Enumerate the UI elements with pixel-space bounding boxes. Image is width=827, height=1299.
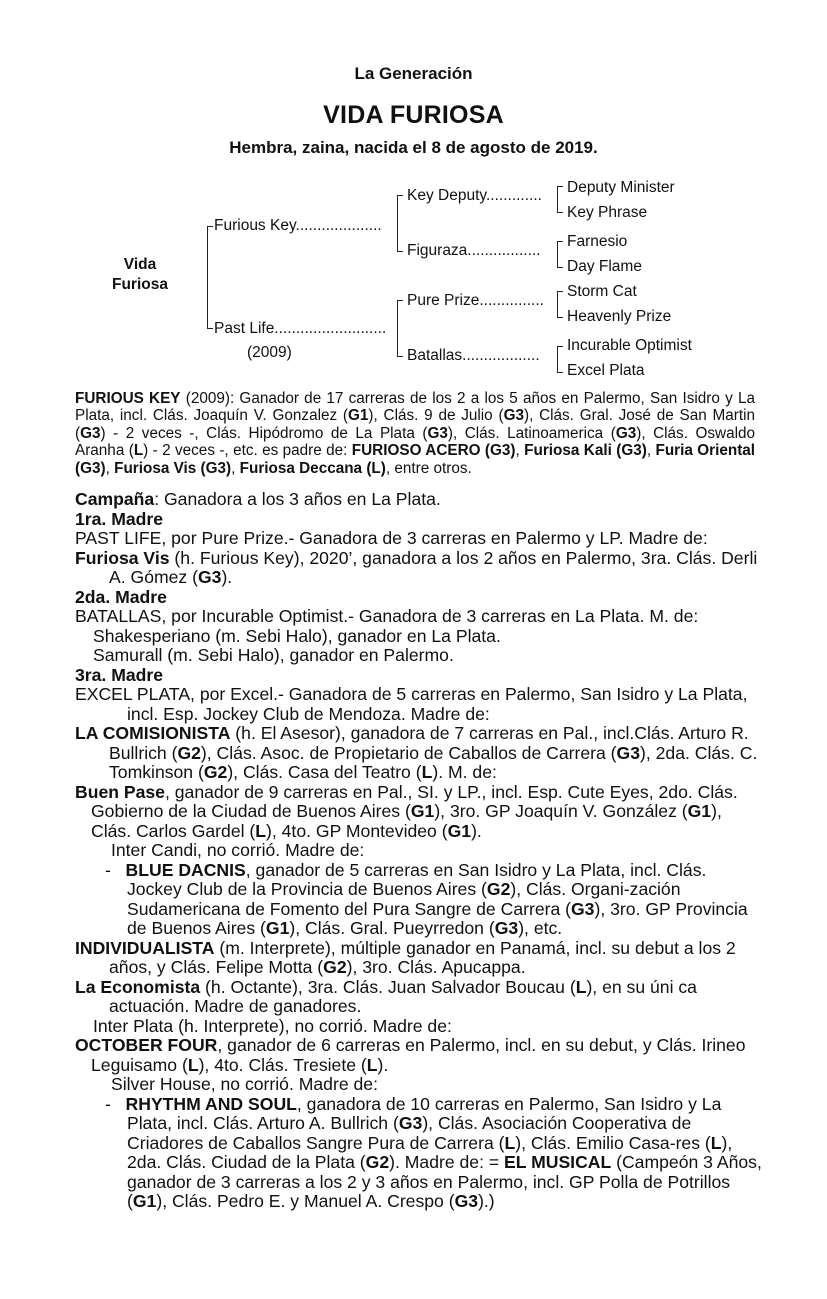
offspring-name: INDIVIDUALISTA: [75, 937, 215, 958]
campaign-line: [75, 490, 765, 510]
text: , ganador de 5 carreras en San Isidro y La Plata, incl. Clás. Jockey Club de la Provincia de Buenos Aires (: [127, 859, 707, 899]
third-dam-heading: 3ra. Madre: [75, 664, 164, 685]
text: ) - 2 veces -, Clás. Hipódromo de La Plata (: [100, 424, 428, 442]
tick: [557, 186, 563, 187]
grade: L: [710, 1132, 722, 1153]
tick: [397, 195, 403, 196]
grade: G3: [398, 1113, 423, 1133]
silver-house-line: Silver House, no corrió. Madre de:: [111, 1074, 378, 1094]
grade: G2: [486, 879, 511, 899]
grade: L: [504, 1132, 516, 1153]
grade: G2: [177, 742, 201, 763]
pedigree-ss: Key Deputy.............: [407, 187, 542, 204]
bracket-sire-side: [397, 195, 398, 251]
pedigree-dam: Past Life..........................: [214, 320, 387, 337]
tick: [557, 372, 563, 373]
first-dam-line: PAST LIFE, por Pure Prize.- Ganadora de 3 carreras en Palermo y LP. Madre de:: [75, 528, 708, 548]
grade: G1: [265, 918, 290, 938]
text: ).: [221, 567, 233, 587]
offspring-name: Buen Pase: [75, 781, 165, 802]
text: ).: [377, 1054, 389, 1075]
campaign-text: : Ganadora a los 3 años en La Plata.: [154, 489, 441, 509]
second-dam-offspring-2: Samurall (m. Sebi Halo), ganador en Palermo.: [93, 645, 454, 665]
dash: -: [105, 1093, 111, 1114]
pedigree-sss: Deputy Minister: [567, 179, 675, 196]
text: ), Clás. 9 de Julio (: [368, 407, 504, 425]
text: (Campeón 3 Años, ganador de 3 carreras a los 2 y 3 años en Palermo, incl. GP Polla de Potrillos (: [127, 1152, 762, 1211]
text: , ganador de 9 carreras en Pal., SI. y LP., incl. Esp. Cute Eyes, 2do. Clás. Gobierno de la Ciudad de Buenos Aires (: [91, 781, 738, 821]
first-dam-heading: 1ra. Madre: [75, 508, 164, 529]
text: ). M. de:: [432, 762, 497, 782]
text: , ganador de 6 carreras en Palermo, incl. en su debut, y Clás. Irineo Leguisamo (: [91, 1035, 746, 1075]
grade: (G3): [611, 442, 647, 460]
inter-plata-line: Inter Plata (h. Interprete), no corrió. Madre de:: [93, 1015, 452, 1036]
campaign-label: Campaña: [75, 489, 155, 509]
horse-description: Hembra, zaina, nacida el 8 de agosto de 2019.: [229, 138, 598, 157]
first-dam-offspring: [75, 549, 765, 588]
second-dam-line: BATALLAS, por Incurable Optimist.- Ganadora de 3 carreras en La Plata. M. de:: [75, 606, 699, 626]
text: , entre otros.: [385, 459, 472, 477]
second-dam-offspring-1: Shakesperiano (m. Sebi Halo), ganador en La Plata.: [93, 625, 501, 646]
text: , ganadora de 10 carreras en Palermo, San Isidro y La Plata, incl. Clás. Arturo A. Bullrich (: [127, 1093, 722, 1133]
grade: L: [187, 1054, 199, 1075]
la-economista-entry: [75, 978, 765, 1017]
text: ), en su úni ca actuación. Madre de ganadores.: [109, 976, 697, 1016]
progeny-name: Furiosa Vis: [114, 459, 197, 477]
bracket-ds: [557, 291, 558, 317]
progeny-name: Furia Oriental: [655, 442, 756, 460]
grade: G3: [503, 407, 524, 425]
grade: L: [133, 442, 144, 460]
offspring-name: OCTOBER FOUR: [75, 1035, 218, 1055]
grade: G3: [197, 567, 222, 587]
pedigree-chart: [0, 0, 827, 400]
grade: G3: [616, 742, 641, 763]
grade: G1: [687, 801, 712, 821]
third-dam-line: EXCEL PLATA, por Excel.- Ganadora de 5 carreras en Palermo, San Isidro y La Plata, incl. Esp. Jockey Club de Mendoza. Madre de:: [75, 684, 748, 724]
bracket-dam-side: [397, 300, 398, 356]
text: ), Clás. Asociación Cooperativa de Criadores de Caballos Sangre Pura de Carrera (: [127, 1113, 692, 1153]
offspring-name: BLUE DACNIS: [125, 859, 246, 880]
text: ,: [231, 459, 240, 477]
second-dam-heading: 2da. Madre: [75, 586, 167, 607]
text: ), Clás. Latinoamerica (: [447, 424, 616, 442]
text: ), Clás. Oswaldo Aranha (: [75, 424, 755, 460]
progeny-name: FURIOSO ACERO: [351, 442, 481, 460]
pedigree-dd: Batallas..................: [407, 347, 540, 364]
tick: [397, 251, 403, 252]
text: ,: [105, 459, 115, 477]
text: ), etc.: [518, 918, 563, 938]
la-comisionista-entry: [75, 724, 765, 783]
text: ), 3ro. Clás. Apucappa.: [346, 957, 526, 977]
text: ).): [478, 1191, 495, 1211]
sire-name: FURIOUS KEY: [75, 390, 181, 407]
blue-dacnis-entry: [75, 861, 765, 939]
offspring-name: Furiosa Vis: [75, 547, 170, 568]
bracket-gen1: [207, 226, 208, 328]
text: ), Clás. Asoc. de Propietario de Caballos de Carrera (: [200, 742, 617, 763]
text: ) - 2 veces -, etc. es padre de:: [143, 442, 352, 460]
tick: [557, 291, 563, 292]
grade: G2: [203, 762, 228, 782]
tick: [557, 241, 563, 242]
grade: G3: [454, 1191, 479, 1211]
text: ), 2da. Clás. Ciudad de la Plata (: [127, 1132, 733, 1172]
october-four-entry: [75, 1036, 765, 1075]
pedigree-dss: Storm Cat: [567, 283, 637, 300]
offspring-name: La Economista: [75, 976, 201, 997]
text: (m. Interprete), múltiple ganador en Panamá, incl. su debut a los 2 años, y Clás. Felipe Motta (: [109, 937, 736, 977]
sire-paragraph: [75, 390, 755, 477]
grade: G3: [571, 898, 595, 919]
subject-line-2: Furiosa: [112, 276, 168, 293]
family-section: [75, 490, 765, 1212]
grade: G2: [323, 957, 347, 977]
grade: (G3): [480, 442, 516, 460]
dash: -: [105, 859, 111, 880]
pedigree-subject: [100, 255, 180, 295]
text: (h. Furious Key), 2020’, ganadora a los 2 años en Palermo, 3ra. Clás. Derli A. Gómez (: [109, 547, 758, 587]
text: ), 4to. Clás. Tresiete (: [198, 1054, 367, 1075]
tick: [557, 267, 563, 268]
tick: [207, 226, 213, 227]
text: ), 3ro. GP Provincia de Buenos Aires (: [127, 898, 748, 938]
bracket-dd: [557, 346, 558, 372]
grade: G3: [494, 918, 519, 938]
pedigree-dds: Incurable Optimist: [567, 337, 692, 354]
text: ,: [515, 442, 525, 460]
individualista-entry: [75, 939, 765, 978]
text: ).: [471, 820, 482, 841]
text: ). Madre de: =: [389, 1152, 505, 1172]
grade: G1: [447, 820, 472, 841]
text: ), Clás. Gral. José de San Martin (: [75, 407, 755, 442]
rhythm-and-soul-entry: [75, 1095, 765, 1212]
tick: [397, 300, 403, 301]
pedigree-ssd: Key Phrase: [567, 204, 648, 221]
text: ,: [646, 442, 656, 460]
grade: L: [255, 820, 267, 841]
grade: (G3): [75, 459, 106, 477]
text: ), Clás. Pedro E. y Manuel A. Crespo (: [156, 1191, 455, 1211]
tick: [397, 356, 403, 357]
horse-name: VIDA FURIOSA: [323, 101, 504, 129]
pedigree-sd: Figuraza.................: [407, 242, 541, 259]
progeny-name: Furiosa Kali: [524, 442, 612, 460]
grade: L: [575, 976, 587, 997]
offspring-name: EL MUSICAL: [504, 1152, 612, 1172]
text: ), Clás. Gral. Pueyrredon (: [289, 918, 495, 938]
text: ), Clás. Emilio Casa-res (: [515, 1132, 711, 1153]
buen-pase-entry: [75, 783, 765, 842]
grade: G1: [132, 1191, 157, 1211]
grade: (G3): [196, 459, 232, 477]
bracket-ss: [557, 186, 558, 212]
text: ), Clás. Organi-zación Sudamericana de Fomento del Pura Sangre de Carrera (: [127, 879, 681, 919]
pedigree-sire: Furious Key....................: [214, 217, 382, 234]
grade: G3: [615, 424, 637, 442]
offspring-name: RHYTHM AND SOUL: [125, 1093, 297, 1114]
text: (h. El Asesor), ganadora de 7 carreras en Pal., incl.Clás. Arturo R. Bullrich (: [109, 723, 749, 763]
pedigree-ds: Pure Prize...............: [407, 292, 544, 309]
pedigree-ddd: Excel Plata: [567, 362, 645, 379]
text: ), Clás. Casa del Teatro (: [227, 762, 422, 782]
text: ), 4to. GP Montevideo (: [266, 820, 448, 841]
text: (2009): Ganador de 17 carreras de los 2 a los 5 años en Palermo, San Isidro y La Plata, incl. Clás. Joaquín V. Gonzalez (: [75, 390, 755, 425]
text: (h. Octante), 3ra. Clás. Juan Salvador Boucau (: [200, 976, 576, 997]
bracket-sd: [557, 241, 558, 267]
series-title: La Generación: [354, 64, 473, 83]
text: ), 3ro. GP Joaquín V. González (: [434, 801, 688, 821]
tick: [557, 212, 563, 213]
tick: [557, 317, 563, 318]
tick: [207, 328, 213, 329]
progeny-name: Furiosa Deccana: [239, 459, 363, 477]
subject-line-1: Vida: [123, 256, 157, 273]
tick: [557, 346, 563, 347]
grade: L: [366, 1054, 378, 1075]
grade: G3: [80, 424, 101, 442]
grade: G1: [348, 407, 369, 425]
pedigree-sdd: Day Flame: [567, 258, 642, 275]
grade: G1: [410, 801, 435, 821]
grade: G2: [365, 1152, 390, 1172]
grade: G3: [427, 424, 448, 442]
pedigree-dam-year: (2009): [247, 344, 292, 361]
pedigree-dsd: Heavenly Prize: [567, 308, 672, 325]
text: ), 2da. Clás. C. Tomkinson (: [109, 742, 758, 782]
inter-candi-line: Inter Candi, no corrió. Madre de:: [111, 840, 365, 860]
grade: (L): [362, 459, 386, 477]
offspring-name: LA COMISIONISTA: [75, 723, 231, 743]
grade: L: [421, 762, 433, 782]
pedigree-sds: Farnesio: [567, 233, 628, 250]
text: ), Clás. Carlos Gardel (: [91, 801, 722, 841]
